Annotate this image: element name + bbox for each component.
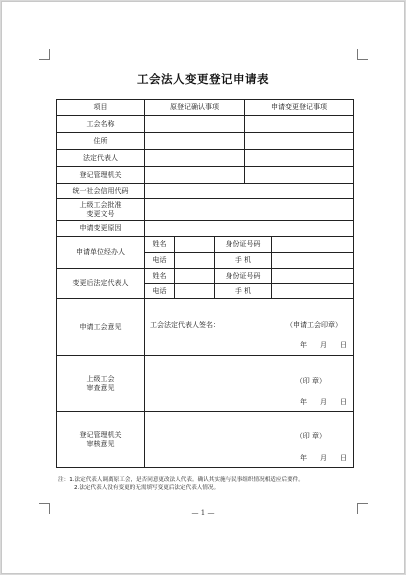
application-form-table [56,99,354,468]
registry-seal: （印 章） [295,432,327,440]
cell-legal-rep-requested[interactable] [245,150,354,167]
label-agent-id: 身份证号码 [215,237,272,253]
date-month: 月 [320,398,329,406]
label-new-rep-id: 身份证号码 [215,269,272,284]
label-registry: 登记管理机关 [57,167,145,184]
cell-union-name-requested[interactable] [245,116,354,133]
cell-agent-phone[interactable] [175,253,215,269]
superior-seal: （印 章） [295,377,327,385]
applicant-seal: （申请工会印章） [286,321,343,329]
cell-agent-mobile[interactable] [272,253,354,269]
label-legal-rep: 法定代表人 [57,150,145,167]
table-header-row [57,100,354,116]
table-row [57,412,354,468]
label-agent-phone: 电话 [145,253,175,269]
note-line-1: 注：1.法定代表人调离原工会，是否同意更改法人代表。确认其实施与民事组织情况相适应后要件。 [58,477,304,483]
label-applicant-opinion: 申请工会意见 [57,299,145,356]
crop-mark-top-left [39,49,50,60]
label-new-rep-mobile: 手 机 [215,284,272,299]
table-row [57,150,354,167]
cell-new-rep-phone[interactable] [175,284,215,299]
label-superior-opinion [57,356,145,412]
date-day: 日 [340,398,349,406]
applicant-date [288,341,348,350]
label-agent: 申请单位经办人 [57,237,145,269]
label-approval-doc [57,199,145,221]
table-row [57,356,354,412]
table-row [57,237,354,253]
cell-credit-code[interactable] [145,184,354,199]
label-new-rep-phone: 电话 [145,284,175,299]
cell-new-rep-mobile[interactable] [272,284,354,299]
cell-agent-id[interactable] [272,237,354,253]
cell-reason[interactable] [145,221,354,237]
date-year: 年 [300,398,309,406]
table-row [57,133,354,150]
cell-registry-original[interactable] [145,167,245,184]
page-number: — 1 — [191,509,215,517]
registry-date [288,454,348,463]
header-item: 项目 [57,100,145,116]
table-row [57,221,354,237]
cell-approval-doc[interactable] [145,199,354,221]
label-credit-code: 统一社会信用代码 [57,184,145,199]
table-row [57,199,354,221]
cell-registry-opinion[interactable] [145,412,354,468]
cell-registry-requested[interactable] [245,167,354,184]
header-original: 原登记确认事项 [145,100,245,116]
date-day: 日 [340,454,349,462]
note-line-2: 2.法定代表人没有变更的无需填写变更后法定代表人情况。 [74,485,220,491]
superior-date [288,398,348,407]
table-row [57,116,354,133]
date-month: 月 [320,341,329,349]
header-requested: 申请变更登记事项 [245,100,354,116]
label-superior-line2: 审查意见 [86,383,115,392]
label-superior-line1: 上级工会 [86,374,115,383]
cell-new-rep-name[interactable] [175,269,215,284]
label-new-rep: 变更后法定代表人 [57,269,145,299]
date-day: 日 [340,341,349,349]
applicant-sign-label: 工会法定代表人签名： [150,321,220,329]
form-title: 工会法人变更登记申请表 [137,72,269,86]
table-row [57,269,354,284]
cell-agent-name[interactable] [175,237,215,253]
form-notes [58,476,368,492]
cell-address-original[interactable] [145,133,245,150]
date-year: 年 [300,454,309,462]
date-year: 年 [300,341,309,349]
cell-superior-opinion[interactable] [145,356,354,412]
table-row [57,299,354,356]
cell-new-rep-id[interactable] [272,269,354,284]
table-row [57,167,354,184]
table-row [57,184,354,199]
crop-mark-top-right [357,49,368,60]
label-address: 住所 [57,133,145,150]
label-approval-doc-line2: 变更文号 [86,209,115,218]
label-new-rep-name: 姓名 [145,269,175,284]
label-approval-doc-line1: 上级工会批准 [79,200,122,209]
label-reason: 申请变更原因 [57,221,145,237]
cell-legal-rep-original[interactable] [145,150,245,167]
label-agent-mobile: 手 机 [215,253,272,269]
label-registry-line1: 登记管理机关 [79,430,122,439]
document-page [1,1,405,574]
label-agent-name: 姓名 [145,237,175,253]
cell-applicant-opinion[interactable] [145,299,354,356]
cell-union-name-original[interactable] [145,116,245,133]
date-month: 月 [320,454,329,462]
label-union-name: 工会名称 [57,116,145,133]
label-registry-opinion [57,412,145,468]
label-registry-line2: 审核意见 [86,439,115,448]
cell-address-requested[interactable] [245,133,354,150]
